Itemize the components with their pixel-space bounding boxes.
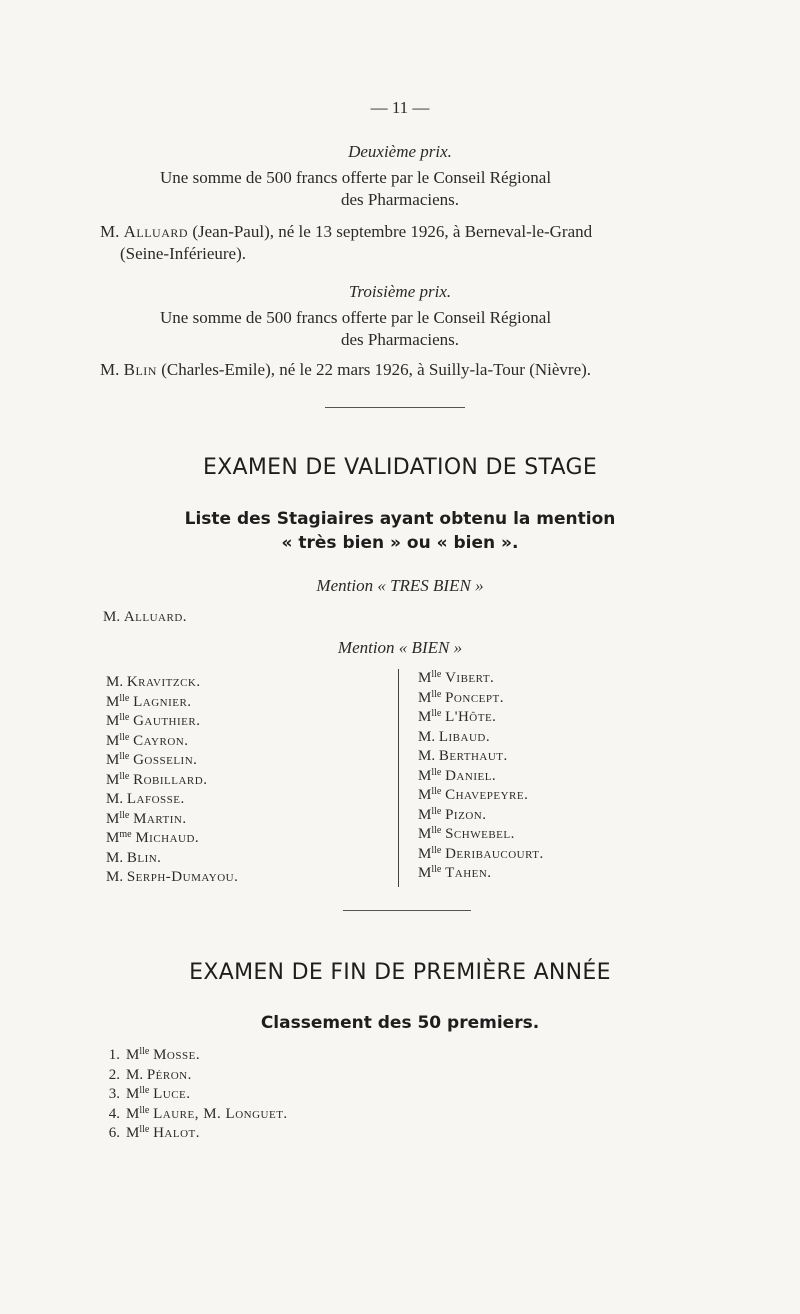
title-suffix: lle	[139, 1104, 150, 1116]
bien-list-left	[106, 673, 238, 888]
person-title: M	[418, 826, 432, 842]
person-title: M	[418, 767, 432, 784]
person-title: M.	[106, 791, 124, 807]
person-name: L'Hôte.	[445, 709, 497, 725]
list-item	[418, 669, 544, 689]
person-title: M.	[126, 1066, 144, 1083]
winner-details: (Charles-Emile), né le 22 mars 1926, à Suilly-la-Tour (Nièvre).	[161, 360, 592, 379]
second-prize-title: Deuxième prix.	[348, 142, 452, 161]
list-item	[106, 868, 238, 888]
ranking-row	[90, 1085, 288, 1105]
title-suffix: lle	[431, 688, 442, 700]
person-name: Tahen.	[445, 865, 492, 881]
list-item	[106, 849, 238, 869]
person-name: Lagnier.	[133, 693, 192, 710]
rank-number: 1.	[108, 1047, 120, 1063]
rank-number: 3.	[108, 1086, 120, 1102]
winner-details: (Jean-Paul), né le 13 septembre 1926, à Berneval-le-Grand	[192, 222, 593, 241]
person-name: Lafosse.	[126, 791, 185, 807]
ranking-row	[90, 1046, 288, 1066]
list-item	[418, 767, 544, 787]
title-suffix: lle	[431, 864, 442, 875]
person-title: M	[418, 806, 432, 823]
person-name: Mosse.	[153, 1047, 201, 1063]
list-item	[418, 845, 544, 865]
person-name: Daniel.	[445, 767, 497, 784]
list-item	[418, 825, 544, 845]
list-item	[106, 712, 238, 732]
person-name: Berthaut.	[438, 748, 508, 764]
first-year-subheading: Classement des 50 premiers.	[260, 1013, 540, 1033]
tres-bien-list	[103, 608, 187, 628]
person-name: Luce.	[153, 1086, 191, 1102]
title-suffix: lle	[431, 669, 442, 680]
section-divider	[343, 910, 471, 911]
mention-tres-bien-label: Mention « TRES BIEN »	[316, 576, 484, 595]
winner-name: Alluard	[123, 222, 189, 241]
title-suffix: lle	[119, 770, 130, 782]
person-title: M	[126, 1086, 140, 1102]
person-name: Gauthier.	[133, 713, 201, 729]
person-name: Kravitzck.	[126, 674, 201, 690]
title-suffix: lle	[139, 1085, 150, 1096]
second-prize-winner-line2: (Seine-Inférieure).	[120, 244, 247, 263]
person-title: M.	[106, 869, 124, 885]
person-title: M	[106, 693, 120, 710]
person-name: Schwebel.	[445, 826, 515, 842]
person-name: Martin.	[133, 810, 187, 827]
title-suffix: lle	[139, 1046, 150, 1057]
person-name: Libaud.	[438, 728, 491, 745]
list-item	[418, 864, 544, 884]
person-name: Michaud.	[135, 830, 200, 846]
person-name: Gosselin.	[133, 752, 198, 768]
title-suffix: lle	[431, 708, 442, 719]
rank-number: 4.	[108, 1105, 120, 1122]
title-suffix: lle	[431, 805, 442, 817]
title-suffix: lle	[119, 731, 130, 743]
winner-title: M.	[100, 222, 120, 241]
list-item	[418, 708, 544, 728]
winner-name: Blin	[123, 360, 157, 379]
list-item	[106, 790, 238, 810]
person-title: M	[126, 1125, 140, 1141]
title-suffix: lle	[431, 844, 442, 856]
title-suffix: lle	[119, 809, 130, 821]
stage-subheading-line1: Liste des Stagiaires ayant obtenu la mention	[184, 509, 616, 529]
page-number: — 11 —	[370, 98, 430, 117]
stage-subheading-line2: « très bien » ou « bien ».	[281, 533, 519, 553]
ranking-row	[90, 1066, 288, 1086]
person-name: Péron.	[146, 1066, 192, 1083]
person-name: Halot.	[153, 1125, 201, 1141]
rank-number: 2.	[108, 1066, 120, 1083]
title-suffix: me	[119, 829, 132, 840]
second-prize-desc-line1: Une somme de 500 francs offerte par le Conseil Régional	[160, 168, 552, 187]
third-prize-desc-line2: des Pharmaciens.	[340, 330, 460, 349]
person-title: M	[418, 787, 432, 803]
third-prize-title: Troisième prix.	[348, 282, 452, 301]
person-title: M	[106, 830, 120, 846]
person-name: Cayron.	[133, 732, 189, 749]
person-title: M	[106, 752, 120, 768]
person-name: Vibert.	[445, 670, 495, 686]
rank-number: 6.	[108, 1125, 120, 1141]
list-item	[106, 829, 238, 849]
person-title: M	[418, 670, 432, 686]
person-name: Poncept.	[445, 689, 504, 706]
bien-list-right	[418, 669, 544, 884]
person-title: M	[106, 771, 120, 788]
person-name: Serph-Dumayou.	[126, 869, 239, 885]
person-name: Blin.	[126, 849, 162, 866]
column-divider	[398, 669, 399, 887]
list-item	[418, 689, 544, 709]
list-item	[106, 693, 238, 713]
person-title: M	[418, 845, 432, 862]
winner-title: M.	[100, 360, 120, 379]
person-title: M	[126, 1047, 140, 1063]
person-title: M.	[106, 849, 124, 866]
stage-heading: EXAMEN DE VALIDATION DE STAGE	[202, 455, 598, 480]
second-prize-winner-line1	[100, 222, 592, 242]
title-suffix: lle	[431, 786, 442, 797]
title-suffix: lle	[119, 692, 130, 704]
third-prize-desc-line1: Une somme de 500 francs offerte par le Conseil Régional	[160, 308, 552, 327]
person-name: Pizon.	[445, 806, 487, 823]
list-item	[106, 673, 238, 693]
person-title: M	[106, 732, 120, 749]
title-suffix: lle	[119, 751, 130, 762]
person-title: M	[106, 713, 120, 729]
title-suffix: lle	[431, 825, 442, 836]
ranking-list	[90, 1046, 288, 1144]
title-suffix: lle	[431, 766, 442, 778]
person-name: Robillard.	[133, 771, 208, 788]
list-item	[418, 747, 544, 767]
list-item	[418, 806, 544, 826]
list-item	[106, 810, 238, 830]
first-year-heading: EXAMEN DE FIN DE PREMIÈRE ANNÉE	[189, 960, 611, 985]
person-title: M	[418, 709, 432, 725]
person-name: Laure, M. Longuet.	[153, 1105, 288, 1122]
person-title: M.	[418, 748, 436, 764]
mention-bien-label: Mention « BIEN »	[337, 638, 463, 657]
person-title: M	[418, 689, 432, 706]
list-item	[106, 751, 238, 771]
list-item: M. Alluard.	[103, 609, 188, 625]
title-suffix: lle	[139, 1124, 150, 1135]
title-suffix: lle	[119, 712, 130, 723]
person-title: M.	[418, 728, 436, 745]
person-name: Deribaucourt.	[445, 845, 544, 862]
ranking-row	[90, 1105, 288, 1125]
second-prize-desc-line2: des Pharmaciens.	[340, 190, 460, 209]
person-title: M.	[106, 674, 124, 690]
ranking-row	[90, 1124, 288, 1144]
person-title: M	[418, 865, 432, 881]
person-title: M	[106, 810, 120, 827]
list-item	[418, 786, 544, 806]
person-name: Chavepeyre.	[445, 787, 529, 803]
list-item	[106, 732, 238, 752]
list-item	[418, 728, 544, 748]
section-divider	[325, 407, 465, 408]
person-title: M	[126, 1105, 140, 1122]
list-item	[106, 771, 238, 791]
third-prize-winner-line1	[100, 360, 591, 380]
